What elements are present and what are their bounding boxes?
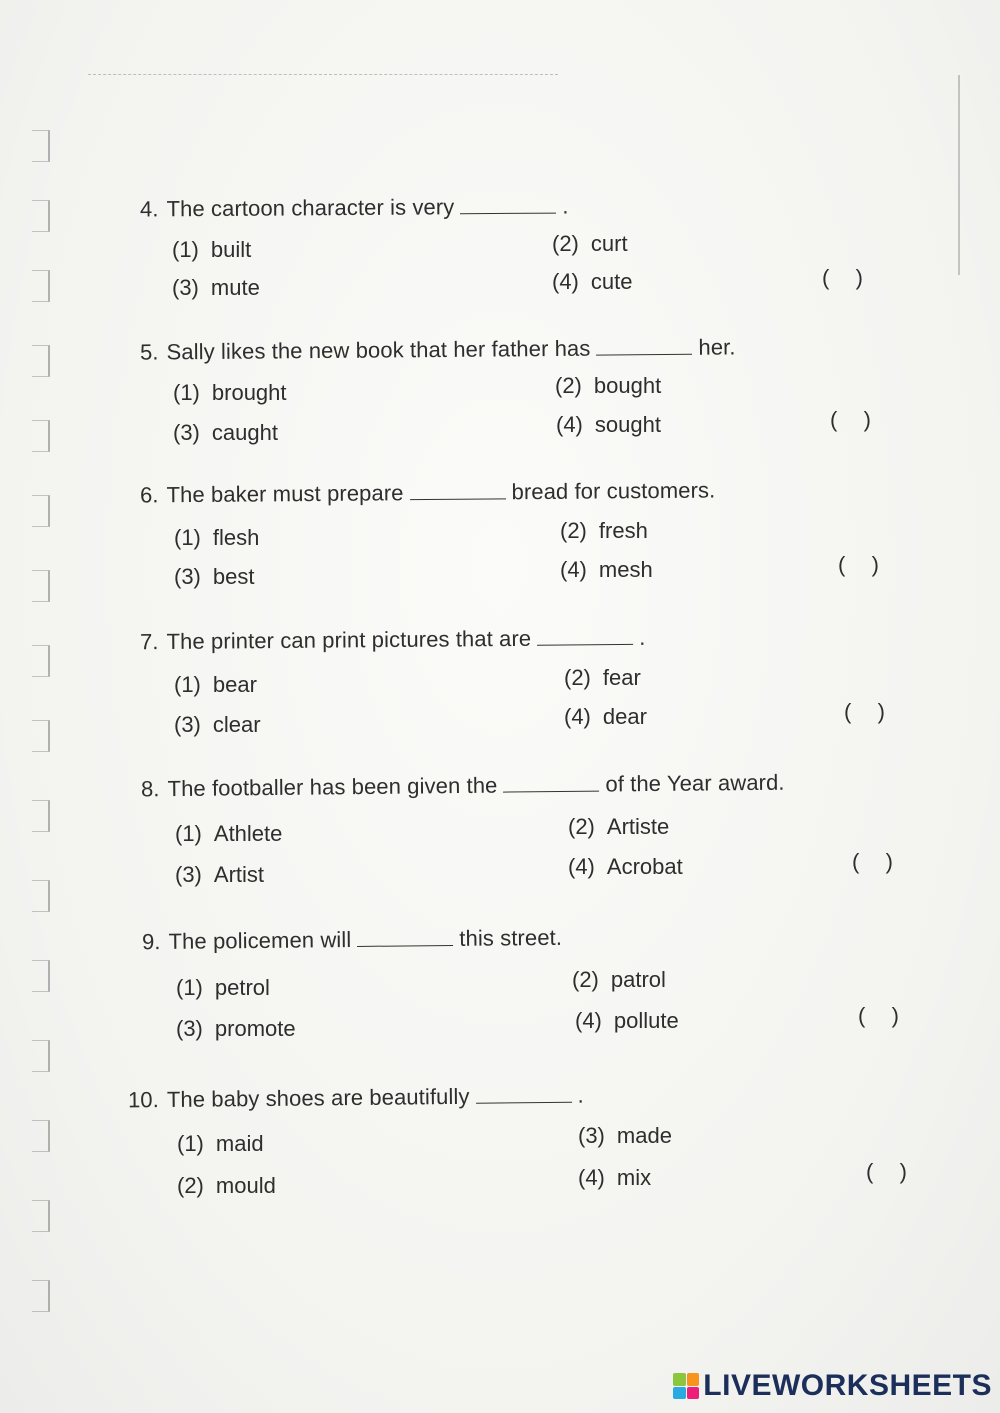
question-9 bbox=[0, 924, 1000, 1057]
stem-text-end: her. bbox=[698, 334, 736, 360]
option-text: fear bbox=[602, 665, 641, 690]
question-stem bbox=[140, 477, 716, 508]
option-text: bear bbox=[212, 672, 257, 697]
option-number: (4) bbox=[560, 557, 587, 582]
option-number: (3) bbox=[175, 862, 202, 887]
question-stem bbox=[141, 770, 785, 803]
option-1[interactable] bbox=[176, 975, 270, 1001]
option-text: mould bbox=[215, 1173, 276, 1198]
option-text: patrol bbox=[610, 967, 666, 992]
option-text: bought bbox=[593, 373, 662, 398]
question-number: 8. bbox=[140, 776, 160, 802]
option-number: (2) bbox=[568, 814, 595, 839]
option-text: fresh bbox=[598, 518, 648, 543]
option-2[interactable] bbox=[572, 967, 666, 993]
option-number: (4) bbox=[578, 1165, 605, 1190]
option-4[interactable] bbox=[564, 704, 647, 730]
option-number: (1) bbox=[175, 821, 202, 846]
option-number: (2) bbox=[564, 665, 591, 690]
option-number: (2) bbox=[552, 231, 579, 256]
answer-bracket[interactable]: ( ) bbox=[852, 849, 895, 874]
question-stem bbox=[140, 334, 736, 365]
answer-bracket[interactable]: ( ) bbox=[844, 699, 887, 724]
question-5 bbox=[0, 334, 1000, 467]
option-number: (1) bbox=[173, 380, 200, 405]
option-number: (1) bbox=[174, 525, 201, 550]
option-number: (1) bbox=[174, 672, 201, 697]
option-text: Acrobat bbox=[606, 854, 683, 879]
stem-text-end: . bbox=[577, 1082, 584, 1108]
option-number: (4) bbox=[556, 412, 583, 437]
stem-text: Sally likes the new book that her father has bbox=[166, 335, 591, 365]
option-3[interactable] bbox=[176, 1016, 296, 1042]
question-number: 5. bbox=[139, 339, 159, 365]
option-4[interactable] bbox=[552, 269, 632, 295]
option-text: Artiste bbox=[606, 814, 670, 839]
option-1[interactable] bbox=[174, 525, 259, 551]
question-6 bbox=[0, 477, 1000, 610]
option-3[interactable] bbox=[175, 862, 264, 888]
option-text: cute bbox=[590, 269, 633, 294]
option-text: clear bbox=[212, 712, 261, 737]
option-text: best bbox=[212, 564, 255, 589]
stem-text: The policemen will bbox=[168, 927, 352, 954]
option-1[interactable] bbox=[174, 672, 257, 698]
question-stem bbox=[140, 194, 569, 223]
option-text: built bbox=[210, 237, 252, 262]
stem-text-end: of the Year award. bbox=[605, 769, 785, 797]
stem-text-end: this street. bbox=[459, 924, 563, 951]
option-text: promote bbox=[214, 1016, 296, 1041]
question-number: 4. bbox=[139, 196, 159, 222]
option-number: (4) bbox=[564, 704, 591, 729]
option-text: mix bbox=[616, 1165, 652, 1190]
answer-bracket[interactable]: ( ) bbox=[822, 265, 865, 290]
answer-blank[interactable] bbox=[410, 496, 506, 500]
question-stem bbox=[142, 925, 562, 955]
option-3[interactable] bbox=[174, 564, 254, 590]
option-text: mute bbox=[210, 275, 260, 300]
option-2[interactable] bbox=[177, 1173, 276, 1199]
option-text: Athlete bbox=[213, 821, 283, 846]
option-text: caught bbox=[211, 420, 278, 445]
question-number: 10. bbox=[127, 1087, 160, 1113]
stem-text-end: . bbox=[639, 624, 646, 650]
option-2[interactable] bbox=[555, 373, 661, 399]
stem-text-end: bread for customers. bbox=[511, 477, 716, 505]
option-text: pollute bbox=[613, 1008, 679, 1033]
stem-text: The cartoon character is very bbox=[166, 194, 455, 222]
stem-text: The baby shoes are beautifully bbox=[166, 1083, 470, 1112]
question-7 bbox=[0, 624, 1000, 757]
option-number: (4) bbox=[575, 1008, 602, 1033]
option-text: Artist bbox=[213, 862, 265, 887]
answer-blank[interactable] bbox=[476, 1100, 572, 1104]
option-text: petrol bbox=[214, 975, 270, 1000]
stem-text: The footballer has been given the bbox=[167, 772, 498, 802]
question-4 bbox=[0, 195, 1000, 325]
answer-bracket[interactable]: ( ) bbox=[838, 552, 881, 577]
question-8 bbox=[0, 769, 1000, 903]
option-number: (2) bbox=[555, 373, 582, 398]
option-3[interactable] bbox=[172, 275, 260, 301]
question-number: 7. bbox=[139, 629, 159, 655]
option-text: maid bbox=[215, 1131, 264, 1156]
stem-text: The baker must prepare bbox=[166, 480, 404, 508]
option-4[interactable] bbox=[575, 1008, 679, 1034]
answer-bracket[interactable]: ( ) bbox=[866, 1159, 909, 1184]
answer-blank[interactable] bbox=[596, 352, 692, 356]
option-3[interactable] bbox=[578, 1123, 672, 1149]
option-text: sought bbox=[594, 412, 661, 437]
option-text: curt bbox=[590, 231, 628, 256]
option-number: (1) bbox=[172, 237, 199, 262]
option-number: (1) bbox=[177, 1131, 204, 1156]
question-10 bbox=[0, 1082, 1000, 1215]
answer-blank[interactable] bbox=[537, 642, 633, 646]
option-1[interactable] bbox=[173, 380, 287, 406]
option-number: (3) bbox=[578, 1123, 605, 1148]
option-number: (1) bbox=[176, 975, 203, 1000]
scan-edge-line bbox=[88, 74, 558, 75]
option-number: (3) bbox=[174, 564, 201, 589]
option-number: (4) bbox=[552, 269, 579, 294]
option-4[interactable] bbox=[556, 412, 661, 438]
option-4[interactable] bbox=[578, 1165, 651, 1191]
option-2[interactable] bbox=[564, 665, 641, 691]
option-text: dear bbox=[602, 704, 647, 729]
option-text: brought bbox=[211, 380, 287, 405]
answer-bracket[interactable]: ( ) bbox=[858, 1003, 901, 1028]
answer-blank[interactable] bbox=[357, 943, 453, 947]
option-4[interactable] bbox=[568, 854, 683, 880]
option-text: made bbox=[616, 1123, 672, 1148]
answer-blank[interactable] bbox=[460, 211, 556, 215]
option-4[interactable] bbox=[560, 557, 653, 583]
option-number: (3) bbox=[172, 275, 199, 300]
option-number: (4) bbox=[568, 854, 595, 879]
option-text: mesh bbox=[598, 557, 653, 582]
option-number: (2) bbox=[177, 1173, 204, 1198]
question-stem bbox=[128, 1083, 584, 1114]
stem-text-end: . bbox=[562, 193, 569, 219]
option-3[interactable] bbox=[173, 420, 278, 446]
logo-text: LIVEWORKSHEETS bbox=[703, 1369, 992, 1402]
option-3[interactable] bbox=[174, 712, 261, 738]
liveworksheets-logo bbox=[673, 1369, 992, 1403]
answer-bracket[interactable]: ( ) bbox=[830, 407, 873, 432]
option-1[interactable] bbox=[172, 237, 251, 263]
option-number: (3) bbox=[173, 420, 200, 445]
option-2[interactable] bbox=[560, 518, 648, 544]
option-text: flesh bbox=[212, 525, 260, 550]
question-stem bbox=[140, 625, 646, 655]
option-1[interactable] bbox=[177, 1131, 264, 1157]
stem-text: The printer can print pictures that are bbox=[166, 625, 532, 654]
question-number: 6. bbox=[139, 482, 159, 508]
option-number: (2) bbox=[560, 518, 587, 543]
option-2[interactable] bbox=[568, 814, 669, 840]
answer-blank[interactable] bbox=[503, 789, 599, 793]
option-number: (2) bbox=[572, 967, 599, 992]
option-2[interactable] bbox=[552, 231, 628, 257]
question-number: 9. bbox=[141, 929, 161, 955]
option-number: (3) bbox=[174, 712, 201, 737]
option-1[interactable] bbox=[175, 821, 282, 847]
liveworksheets-logo-icon bbox=[673, 1373, 699, 1399]
option-number: (3) bbox=[176, 1016, 203, 1041]
